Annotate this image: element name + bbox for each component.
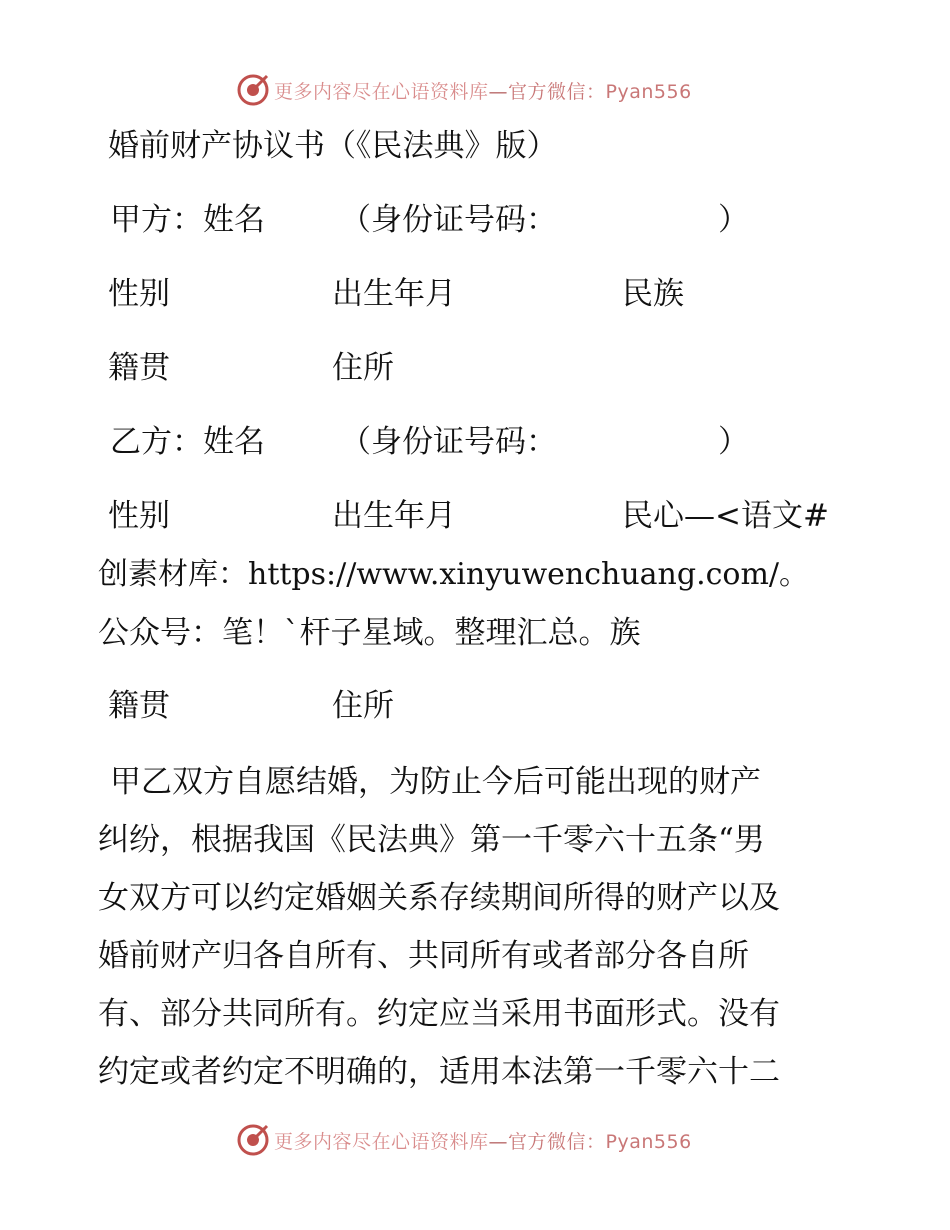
body-line: 女双方可以约定婚姻关系存续期间所得的财产以及 [98, 880, 780, 916]
party-b-address-label: 住所 [332, 688, 394, 724]
party-a-ethnicity-label: 民族 [622, 276, 684, 312]
banner-text: 更多内容尽在心语资料库 [274, 80, 489, 103]
footer-banner [236, 1122, 692, 1158]
party-b-id-close: ） [718, 424, 749, 460]
banner-separator: — [488, 1130, 509, 1153]
party-a-birth-label: 出生年月 [332, 276, 456, 312]
banner-official: 官方微信：Pyan556 [508, 1130, 692, 1153]
body-line: 甲乙双方自愿结婚，为防止今后可能出现的财产 [110, 764, 761, 800]
document-title: 婚前财产协议书（《民法典》版） [108, 128, 558, 164]
body-line: 婚前财产归各自所有、共同所有或者部分各自所 [98, 938, 749, 974]
party-b-gender-label: 性别 [108, 498, 170, 534]
party-a-name-label: 甲方：姓名 [110, 202, 265, 238]
party-b-birth-label: 出生年月 [332, 498, 456, 534]
banner-official: 官方微信：Pyan556 [508, 80, 692, 103]
quill-logo-icon [236, 73, 270, 107]
body-line: 有、部分共同所有。约定应当采用书面形式。没有 [98, 996, 780, 1032]
quill-logo-icon [236, 1123, 270, 1157]
party-a-id-label: （身份证号码： [340, 202, 557, 238]
party-b-native-label: 籍贯 [108, 688, 170, 724]
body-line: 纠纷，根据我国《民法典》第一千零六十五条“男 [98, 822, 765, 858]
banner-text: 更多内容尽在心语资料库 [274, 1130, 489, 1153]
party-b-watermark-line3: 公众号：笔！`杆子星域。整理汇总。族 [98, 615, 641, 651]
party-a-gender-label: 性别 [108, 276, 170, 312]
header-banner [236, 72, 692, 108]
party-a-native-label: 籍贯 [108, 350, 170, 386]
party-a-id-close: ） [718, 202, 749, 238]
party-b-watermark-line2: 创素材库：https://www.xinyuwenchuang.com/。 [98, 557, 810, 592]
party-a-address-label: 住所 [332, 350, 394, 386]
party-b-name-label: 乙方：姓名 [110, 424, 265, 460]
banner-separator: — [488, 80, 509, 103]
body-line: 约定或者约定不明确的，适用本法第一千零六十二 [98, 1054, 780, 1090]
party-b-id-label: （身份证号码： [340, 424, 557, 460]
party-b-watermark-line1: 民心—<语文# [622, 498, 829, 534]
